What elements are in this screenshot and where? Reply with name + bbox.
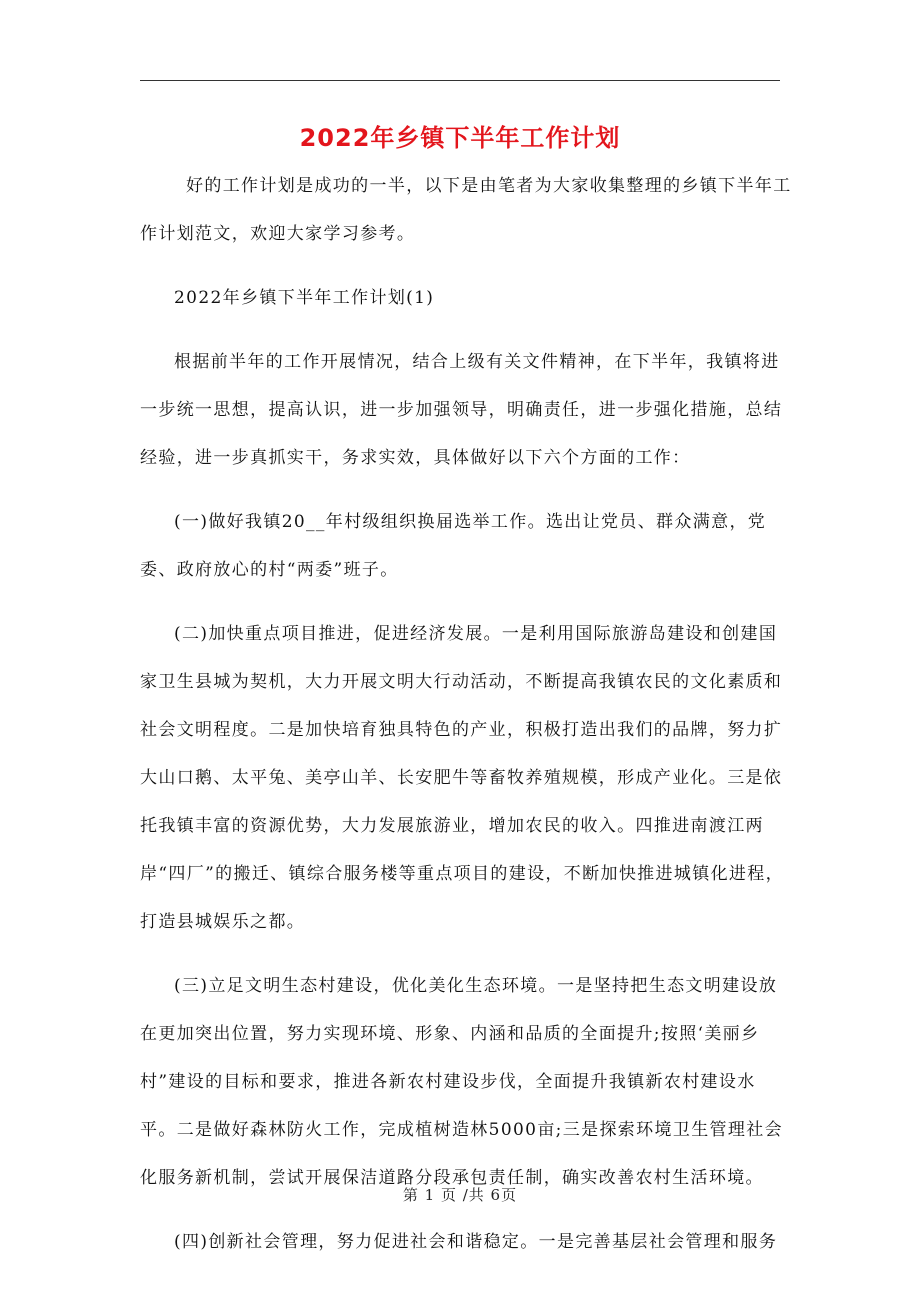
- document-body: [140, 162, 792, 1282]
- body-paragraph: 根据前半年的工作开展情况，结合上级有关文件精神，在下半年，我镇将进一步统一思想，提高认识，进一步加强领导，明确责任，进一步强化措施，总结经验，进一步真抓实干，务求实效，具体做好以下六个方面的工作：: [140, 352, 783, 468]
- section-heading: 2022年乡镇下半年工作计划(1): [174, 288, 435, 308]
- header-rule: [140, 80, 780, 81]
- body-paragraph: (一)做好我镇20__年村级组织换届选举工作。选出让党员、群众满意，党委、政府放心的村“两委”班子。: [140, 512, 767, 580]
- body-paragraph: (四)创新社会管理，努力促进社会和谐稳定。一是完善基层社会管理和服务: [174, 1232, 778, 1252]
- body-paragraph: (三)立足文明生态村建设，优化美化生态环境。一是坚持把生态文明建设放在更加突出位置，努力实现环境、形象、内涵和品质的全面提升;按照‘美丽乡村”建设的目标和要求，推进各新农村建设步伐，全面提升我镇新农村建设水平。二是做好森林防火工作，完成植树造林5000亩;三是探索环境卫生管理社会化服务新机制，尝试开展保洁道路分段承包责任制，确实改善农村生活环境。: [140, 976, 783, 1188]
- intro-paragraph: 好的工作计划是成功的一半，以下是由笔者为大家收集整理的乡镇下半年工作计划范文，欢迎大家学习参考。: [140, 176, 792, 244]
- page-number-footer: 第 1 页 /共 6页: [402, 1186, 518, 1204]
- body-paragraph: (二)加快重点项目推进，促进经济发展。一是利用国际旅游岛建设和创建国家卫生县城为契机，大力开展文明大行动活动，不断提高我镇农民的文化素质和社会文明程度。二是加快培育独具特色的产业，积极打造出我们的品牌，努力扩大山口鹅、太平兔、美亭山羊、长安肥牛等畜牧养殖规模，形成产业化。三是依托我镇丰富的资源优势，大力发展旅游业，增加农民的收入。四推进南渡江两岸“四厂”的搬迁、镇综合服务楼等重点项目的建设，不断加快推进城镇化进程，打造县城娱乐之都。: [140, 624, 784, 932]
- document-title: 2022年乡镇下半年工作计划: [299, 124, 621, 152]
